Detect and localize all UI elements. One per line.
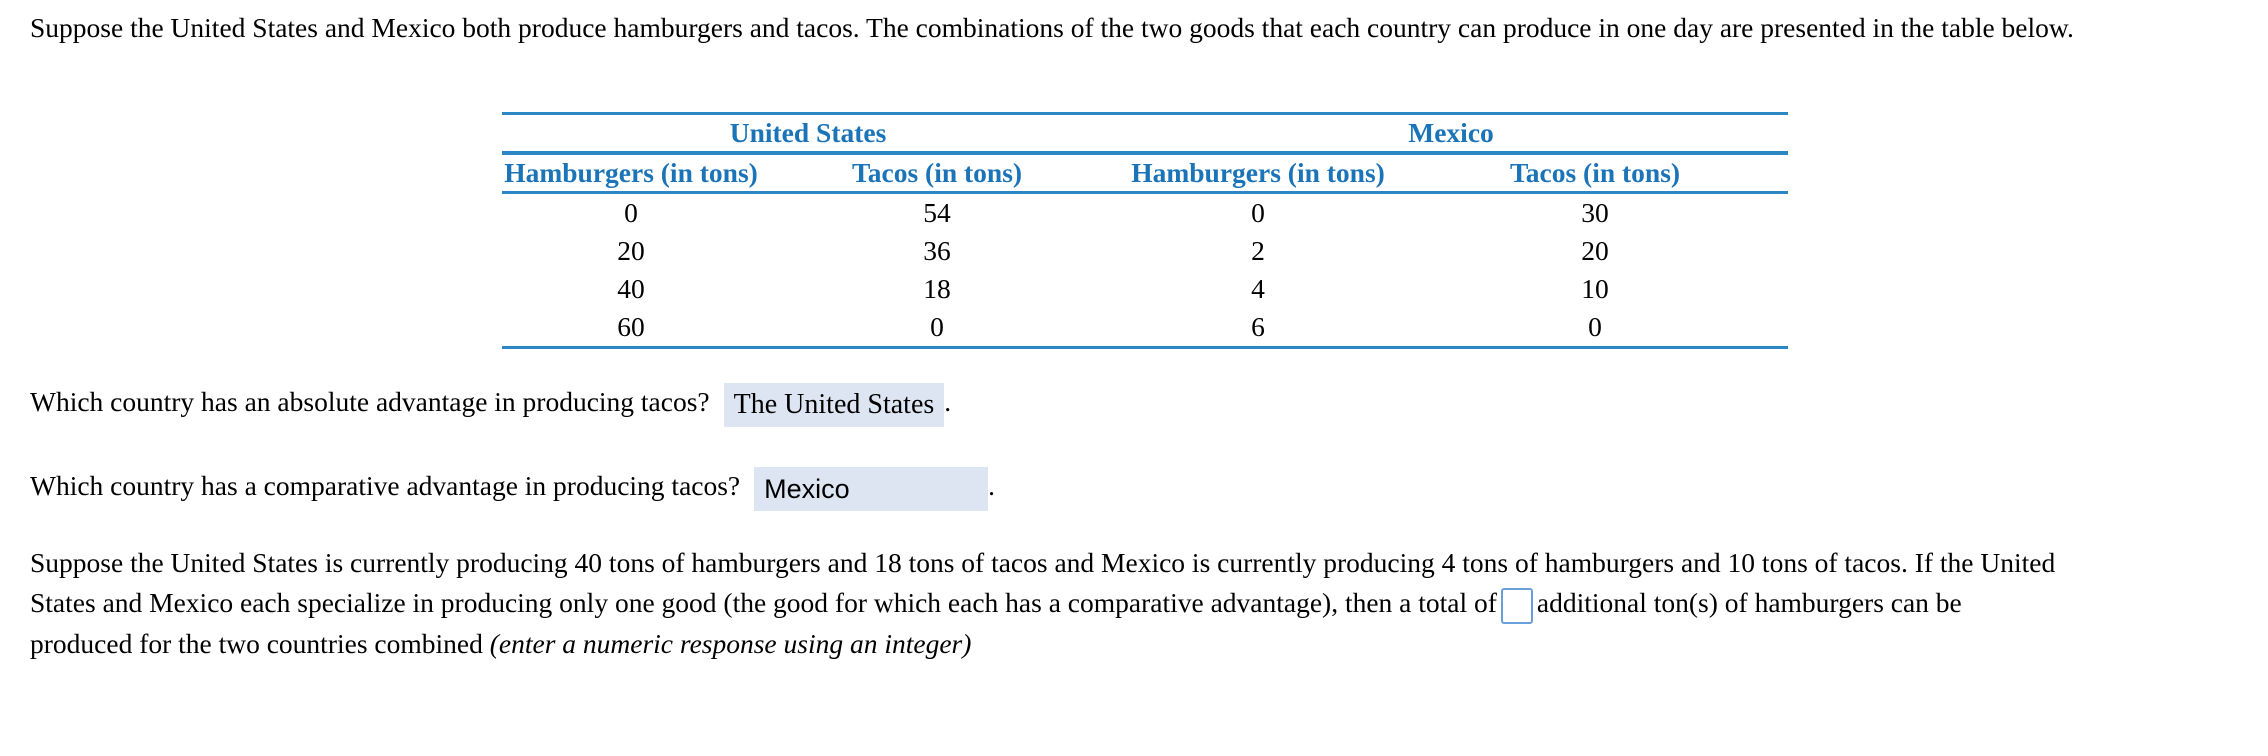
question-comparative-advantage: [30, 466, 2245, 511]
period: .: [988, 470, 996, 501]
table-cell: 36: [923, 235, 951, 266]
question-specialization: [30, 543, 2245, 664]
table-cell: 60: [502, 308, 760, 348]
period: .: [944, 386, 952, 417]
table-cell: 40: [617, 273, 645, 304]
table-cell: 2: [1251, 235, 1265, 266]
table-cell: 0: [1402, 308, 1788, 348]
additional-hamburgers-input[interactable]: [1501, 588, 1533, 624]
absolute-advantage-answer[interactable]: The United States: [724, 383, 945, 427]
table-row: [502, 193, 1788, 233]
question-line-3: [30, 624, 2245, 664]
col-header-mx-tacos: Tacos (in tons): [1402, 153, 1788, 193]
question-text: States and Mexico each specialize in producing only one good (the good for which each has a comparative advantage), then a total of: [30, 587, 1497, 618]
table-row: [502, 232, 1788, 270]
question-text: additional ton(s) of hamburgers can be: [1536, 587, 1962, 618]
question-line-2: [30, 583, 2245, 624]
question-text: Which country has an absolute advantage in producing tacos?: [30, 386, 710, 417]
question-absolute-advantage: [30, 382, 2245, 427]
col-header-mx-hamburgers: Hamburgers (in tons): [1114, 153, 1402, 193]
table-row: [502, 308, 1788, 348]
group-header-united-states: United States: [502, 114, 1114, 154]
table-cell: 0: [760, 308, 1114, 348]
comparative-advantage-answer[interactable]: Mexico: [754, 467, 988, 511]
table-row: [502, 270, 1788, 308]
table-cell: 20: [617, 235, 645, 266]
question-text: produced for the two countries combined: [30, 627, 483, 659]
intro-text: Suppose the United States and Mexico both produce hamburgers and tacos. The combinations of the two goods that each country can produce in one day are presented in the table below.: [30, 12, 2074, 43]
table-cell: 0: [1251, 197, 1265, 228]
question-text: Which country has a comparative advantage in producing tacos?: [30, 470, 741, 501]
col-header-us-hamburgers: Hamburgers (in tons): [502, 153, 760, 193]
input-hint: (enter a numeric response using an integer): [489, 627, 972, 659]
table-cell: 4: [1251, 273, 1265, 304]
table-cell: 18: [923, 273, 951, 304]
group-header-mexico: Mexico: [1114, 114, 1788, 154]
table-cell: 6: [1114, 308, 1402, 348]
question-line-1: Suppose the United States is currently producing 40 tons of hamburgers and 18 tons of tacos and Mexico is currently producing 4 tons of hamburgers and 10 tons of tacos. If the United: [30, 547, 2056, 578]
table-cell: 20: [1581, 235, 1609, 266]
table-cell: 10: [1581, 273, 1609, 304]
col-header-us-tacos: Tacos (in tons): [760, 153, 1114, 193]
table-cell: 54: [923, 197, 951, 228]
table-cell: 30: [1581, 197, 1609, 228]
table-cell: 0: [624, 197, 638, 228]
production-table: [502, 112, 1788, 349]
